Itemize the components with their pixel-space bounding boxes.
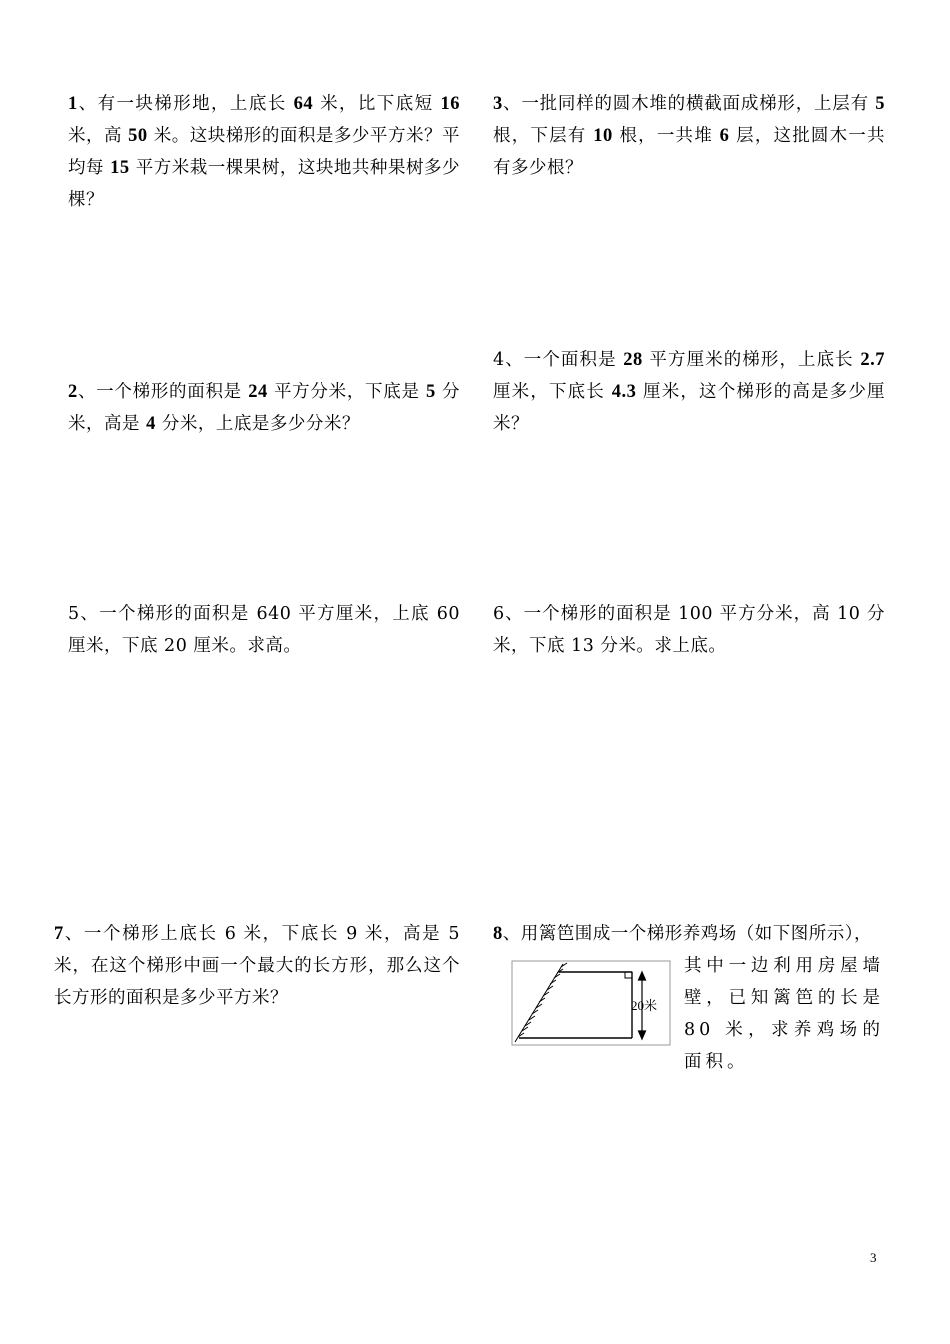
problem-number-value: 5 xyxy=(425,382,436,402)
problem-text: 分米，上底是多少分米？ xyxy=(155,414,360,434)
problem-text: 厘米，下底长 xyxy=(493,382,612,402)
chicken-coop-trapezoid-figure xyxy=(511,960,671,1046)
problem-7 xyxy=(54,918,460,1014)
problem-number-value: 4.3 xyxy=(611,382,637,402)
problem-text: 平方米栽一棵果树，这块地共种果树多少棵？ xyxy=(68,158,460,210)
problem-text: 、一批同样的圆木堆的横截面成梯形，上层有 xyxy=(502,94,876,114)
problem-text: 6、一个梯形的面积是 100 平方分米，高 10 分米，下底 13 分米。求上底。 xyxy=(493,604,885,656)
problem-number-value: 7 xyxy=(54,924,64,944)
problem-number-value: 4 xyxy=(146,414,156,434)
problem-number-value: 6 xyxy=(719,126,730,146)
problem-text: 米，高 xyxy=(68,126,129,146)
problem-text: 、一个梯形的面积是 xyxy=(77,382,249,402)
problem-4 xyxy=(493,344,885,440)
problem-number-value: 2 xyxy=(68,382,78,402)
problem-text: 、用篱笆围成一个梯形养鸡场（如下图所示）， xyxy=(502,924,872,944)
problem-text: 米，比下底短 xyxy=(313,94,441,114)
problem-number-value: 64 xyxy=(293,94,314,114)
problem-number-value: 5 xyxy=(875,94,885,114)
problem-3 xyxy=(493,88,885,184)
problem-text: 根，一共堆 xyxy=(612,126,720,146)
problem-text: 层，这批圆木一共有多少根？ xyxy=(493,126,886,178)
problem-2 xyxy=(68,376,460,440)
height-label: 20米 xyxy=(631,998,658,1013)
right-angle-mark xyxy=(625,972,632,978)
problem-text: 平方厘米的梯形，上底长 xyxy=(642,350,861,370)
problem-8-body xyxy=(684,950,884,1078)
problem-number-value: 1 xyxy=(68,94,78,114)
problem-text: 根，下层有 xyxy=(493,126,594,146)
problem-number-value: 50 xyxy=(128,126,148,146)
problem-number-value: 15 xyxy=(110,158,130,178)
problem-number-value: 10 xyxy=(593,126,613,146)
problem-text: 、有一块梯形地，上底长 xyxy=(77,94,294,114)
trapezoid-fence xyxy=(519,972,632,1038)
house-wall-hatching xyxy=(515,963,567,1042)
problem-text: 厘米，这个梯形的高是多少厘米？ xyxy=(493,382,886,434)
problem-number-value: 28 xyxy=(623,350,643,370)
problem-1 xyxy=(68,88,460,216)
problem-text: 平方分米，下底是 xyxy=(267,382,426,402)
problem-number-value: 8 xyxy=(493,924,503,944)
problem-number-value: 3 xyxy=(493,94,503,114)
page-number: 3 xyxy=(870,1250,877,1265)
problem-text: 、一个梯形上底长 6 米，下底长 9 米，高是 5 米，在这个梯形中画一个最大的长方形，那么这个长方形的面积是多少平方米？ xyxy=(54,924,460,1008)
problem-text: 4、一个面积是 xyxy=(493,350,624,370)
problem-5 xyxy=(68,598,460,662)
problem-text: 5、一个梯形的面积是 640 平方厘米，上底 60 厘米，下底 20 厘米。求高。 xyxy=(68,604,460,656)
problem-number-value: 2.7 xyxy=(860,350,886,370)
problem-number-value: 16 xyxy=(440,94,460,114)
problem-number-value: 24 xyxy=(248,382,268,402)
problem-text: 米。这块梯形的面积是多少平方米？平均每 xyxy=(68,126,460,178)
problem-text: 其中一边利用房屋墙壁，已知篱笆的长是 80 米，求养鸡场的面积。 xyxy=(684,956,884,1072)
problem-text: 分米，高是 xyxy=(68,382,460,434)
problem-8-intro xyxy=(493,918,893,950)
problem-6 xyxy=(493,598,885,662)
